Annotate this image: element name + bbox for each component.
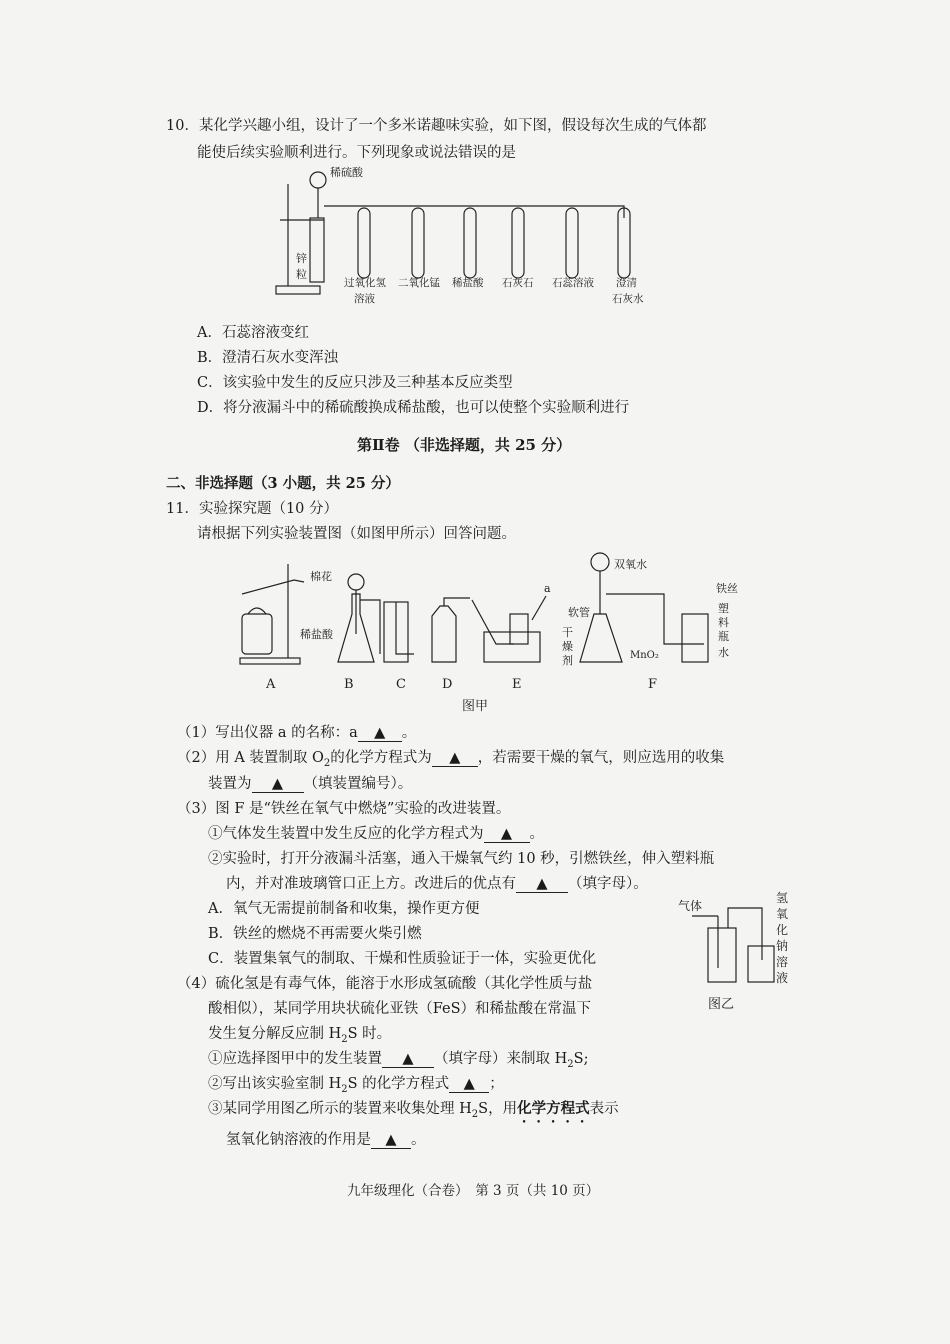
apparatus-d xyxy=(432,598,470,662)
q11-part4-line3-text: 发生复分解反应制 H xyxy=(208,1026,342,1042)
label-dry-2: 燥 xyxy=(562,640,573,653)
q10-domino-apparatus-figure xyxy=(262,158,682,308)
q11-part4-item3-end: 。 xyxy=(411,1132,426,1148)
answer-blank-4[interactable]: ▲ xyxy=(484,826,530,843)
q10-option-a: A．石蕊溶液变红 xyxy=(197,325,309,341)
q11-part1-end: 。 xyxy=(401,725,417,741)
q11-title: 11．实验探究题（10 分） xyxy=(166,501,339,517)
label-zinc-2: 粒 xyxy=(296,268,307,281)
q11-part4-item3-text-a: ③某同学用图乙所示的装置来收集处理 H xyxy=(208,1101,472,1117)
tube-3 xyxy=(464,208,476,278)
q11-part4-item2 xyxy=(208,1072,504,1095)
q11-part2-text-b: 的化学方程式为 xyxy=(330,750,432,766)
q11-part2-line1 xyxy=(177,746,724,769)
q11-part3-heading: （3）图 F 是“铁丝在氧气中燃烧”实验的改进装置。 xyxy=(177,801,511,817)
q11-part3-item1 xyxy=(208,822,544,843)
fig-letter-e: E xyxy=(512,677,522,692)
label-zinc-1: 锌 xyxy=(296,252,307,265)
q11-part4-item3-line2 xyxy=(226,1128,426,1149)
label-dilute-sulfuric-acid: 稀硫酸 xyxy=(330,166,363,179)
q11-part4-line3-end: S 时。 xyxy=(347,1026,392,1042)
label-clear: 澄清 xyxy=(616,277,637,289)
q10-option-d: D．将分液漏斗中的稀硫酸换成稀盐酸，也可以使整个实验顺利进行 xyxy=(197,400,630,416)
answer-blank-7[interactable]: ▲ xyxy=(449,1076,489,1093)
q11-part2-text-e: （填装置编号）。 xyxy=(303,776,413,792)
label-dry-3: 剂 xyxy=(562,654,573,667)
q11-part4-item1-mid: （填字母）来制取 H xyxy=(434,1051,568,1067)
q11-part2-text-c: ，若需要干燥的氧气，则应选用的收集 xyxy=(477,750,725,766)
q11-part4-item2-text: ②写出该实验室制 H xyxy=(208,1076,342,1092)
q11-part4-line3 xyxy=(208,1022,391,1045)
q11-part3-option-a: A．氧气无需提前制备和收集，操作更方便 xyxy=(208,901,480,917)
section2-heading: 二、非选择题（3 小题，共 25 分） xyxy=(166,475,400,492)
subscript-2: 2 xyxy=(341,1033,348,1045)
q11-intro: 请根据下列实验装置图（如图甲所示）回答问题。 xyxy=(197,526,516,542)
q11-part4-item1-end: S; xyxy=(573,1051,589,1067)
q11-part3-item2-text: 内，并对准玻璃管口正上方。改进后的优点有 xyxy=(226,876,516,892)
subscript-2: 2 xyxy=(341,1083,348,1095)
label-h2o2: 过氧化氢 xyxy=(344,277,386,289)
q10-stem-line1: 10．某化学兴趣小组，设计了一个多米诺趣味实验，如下图，假设每次生成的气体都 xyxy=(166,118,707,134)
answer-blank-6[interactable]: ▲ xyxy=(382,1051,434,1068)
label-naoh-4: 钠 xyxy=(776,939,789,953)
q11-part3-option-b: B．铁丝的燃烧不再需要火柴引燃 xyxy=(208,926,422,942)
answer-blank-3[interactable]: ▲ xyxy=(252,776,304,793)
label-limestone: 石灰石 xyxy=(502,277,534,289)
label-mno2: 二氧化锰 xyxy=(398,277,440,289)
subscript-2: 2 xyxy=(323,757,331,769)
label-solution: 溶液 xyxy=(354,293,375,305)
part2-title: 第Ⅱ卷 （非选择题，共 25 分） xyxy=(357,436,572,454)
label-naoh-2: 氧 xyxy=(776,907,789,921)
answer-blank-1[interactable]: ▲ xyxy=(358,725,402,742)
q11-part4-item1-text: ①应选择图甲中的发生装置 xyxy=(208,1051,382,1067)
q11-part3-item2-line2 xyxy=(226,872,648,893)
q11-part4-line1: （4）硫化氢是有毒气体，能溶于水形成氢硫酸（其化学性质与盐 xyxy=(177,976,593,992)
figure-yi-apparatus xyxy=(672,888,812,1016)
label-hcl: 稀盐酸 xyxy=(300,628,333,641)
answer-blank-2[interactable]: ▲ xyxy=(432,750,478,767)
label-dry-1: 干 xyxy=(562,626,573,639)
q11-part4-item3-text-e: 氢氧化钠溶液的作用是 xyxy=(226,1132,371,1148)
q11-part3-item1-end: 。 xyxy=(529,826,544,842)
tube-5 xyxy=(566,208,578,278)
label-litmus: 石蕊溶液 xyxy=(552,277,594,289)
answer-blank-8[interactable]: ▲ xyxy=(371,1132,411,1149)
answer-blank-5[interactable]: ▲ xyxy=(516,876,568,893)
q11-part3-item2-end: （填字母）。 xyxy=(568,876,648,892)
label-gas: 气体 xyxy=(678,899,703,913)
label-iron-wire: 铁丝 xyxy=(716,582,738,595)
apparatus-c xyxy=(384,602,414,662)
tube-2 xyxy=(412,208,424,278)
q10-option-c: C．该实验中发生的反应只涉及三种基本反应类型 xyxy=(197,375,513,391)
label-water: 水 xyxy=(718,646,729,659)
apparatus-f xyxy=(562,553,738,667)
subscript-2: 2 xyxy=(471,1108,479,1120)
label-naoh-5: 溶 xyxy=(776,955,789,969)
label-hcl: 稀盐酸 xyxy=(452,277,484,289)
apparatus-e xyxy=(472,582,551,662)
label-naoh-1: 氢 xyxy=(776,891,789,905)
label-naoh-6: 液 xyxy=(776,971,789,985)
gas-bottle xyxy=(708,928,736,982)
separatory-funnel xyxy=(310,172,326,188)
label-limewater: 石灰水 xyxy=(612,293,644,305)
figure-jia-caption: 图甲 xyxy=(462,699,489,714)
tube-6 xyxy=(618,208,630,278)
q11-part1-text: （1）写出仪器 a 的名称：a xyxy=(177,725,358,741)
apparatus-a xyxy=(240,564,332,664)
figure-jia-apparatus xyxy=(234,544,738,714)
figure-yi-caption: 图乙 xyxy=(708,997,735,1012)
q11-part3-option-c: C．装置集氧气的制取、干燥和性质验证于一体，实验更优化 xyxy=(208,951,597,967)
q11-part4-item3-text-d: 表示 xyxy=(589,1101,619,1117)
label-plastic-2: 料 xyxy=(718,616,729,629)
q11-part4-item1 xyxy=(208,1047,588,1070)
label-cotton: 棉花 xyxy=(310,570,332,583)
subscript-2: 2 xyxy=(567,1058,574,1070)
q10-stem-line2: 能使后续实验顺利进行。下列现象或说法错误的是 xyxy=(197,145,516,161)
fig-letter-c: C xyxy=(396,677,406,692)
fig-letter-b: B xyxy=(344,677,354,692)
page-footer: 九年级理化（合卷） 第 3 页（共 10 页） xyxy=(347,1183,600,1199)
tube-4 xyxy=(512,208,524,278)
q11-part4-item2-mid: S 的化学方程式 xyxy=(347,1076,450,1092)
fig-letter-a: A xyxy=(266,677,276,692)
tube-1 xyxy=(358,208,370,278)
q11-part4-item2-end: ； xyxy=(489,1076,504,1092)
q11-part4-line2: 酸相似），某同学用块状硫化亚铁（FeS）和稀盐酸在常温下 xyxy=(208,1001,592,1017)
label-tube: 软管 xyxy=(568,606,590,619)
naoh-beaker xyxy=(748,946,774,982)
q11-part3-item2-line1: ②实验时，打开分液漏斗活塞，通入干燥氧气约 10 秒，引燃铁丝，伸入塑料瓶 xyxy=(208,851,715,867)
label-plastic-1: 塑 xyxy=(718,602,729,615)
apparatus-b xyxy=(300,574,380,662)
stand-base xyxy=(276,286,320,294)
q11-part2-text-d: 装置为 xyxy=(208,776,252,792)
label-naoh-3: 化 xyxy=(776,923,789,937)
label-h2o2: 双氧水 xyxy=(614,558,647,571)
q11-part2-text-a: （2）用 A 装置制取 O xyxy=(177,750,324,766)
label-plastic-3: 瓶 xyxy=(718,630,729,643)
q11-part4-item3-text-b: S，用 xyxy=(478,1101,518,1117)
label-a: a xyxy=(544,582,551,595)
q10-option-b: B．澄清石灰水变浑浊 xyxy=(197,350,339,366)
zinc-tube xyxy=(310,218,324,282)
label-mno2: MnO₂ xyxy=(630,650,659,661)
q11-part1 xyxy=(177,721,416,742)
q11-part4-item3-line1 xyxy=(208,1097,619,1126)
emphasized-chemical-equation: 化学方程式 xyxy=(517,1100,590,1117)
fig-letter-f: F xyxy=(648,677,658,692)
fig-letter-d: D xyxy=(442,677,453,692)
q11-part2-line2 xyxy=(208,772,412,793)
q11-part3-item1-text: ①气体发生装置中发生反应的化学方程式为 xyxy=(208,826,484,842)
